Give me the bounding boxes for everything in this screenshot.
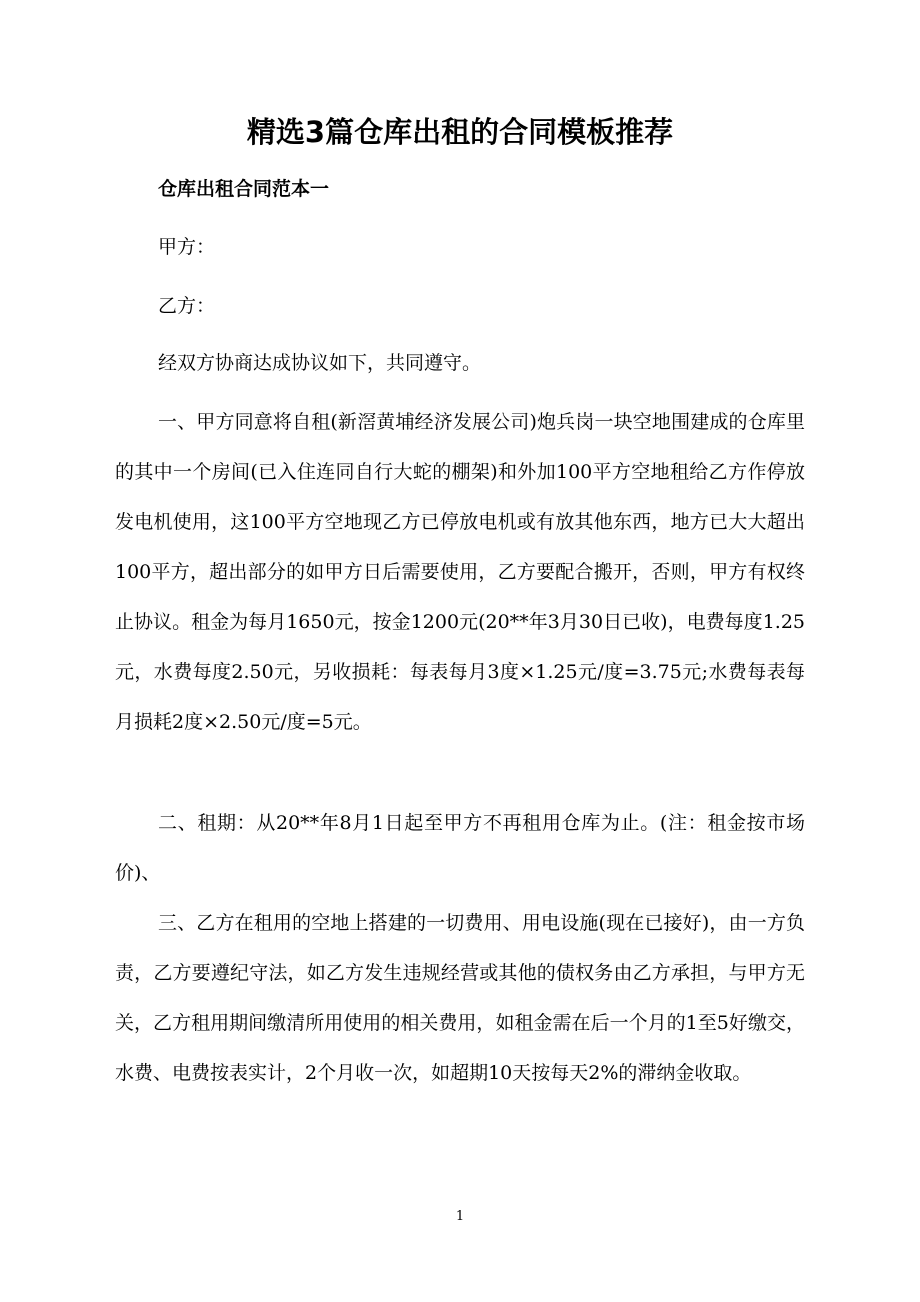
clause-3: 三、乙方在租用的空地上搭建的一切费用、用电设施(现在已接好)，由一方负责，乙方要遵纪守法，如乙方发生违规经营或其他的债权务由乙方承担，与甲方无关，乙方租用期间缴清所用使用的相关费用，如租金需在后一个月的1至5好缴交，水费、电费按表实计，2个月收一次，如超期10天按每天2%的滞纳金收取。: [115, 912, 805, 1084]
document-title: 精选3篇仓库出租的合同模板推荐: [246, 115, 674, 149]
clause-2: 二、租期：从20**年8月1日起至甲方不再租用仓库为止。(注：租金按市场价)、: [115, 812, 805, 884]
section-title: 仓库出租合同范本一: [158, 178, 330, 200]
intro-paragraph: 经双方协商达成协议如下，共同遵守。: [158, 352, 482, 374]
page-number: 1: [455, 1209, 465, 1224]
party-a-label: 甲方：: [158, 236, 216, 258]
clause-1: 一、甲方同意将自租(新滘黄埔经济发展公司)炮兵岗一块空地围建成的仓库里的其中一个房间(已入住连同自行大蛇的棚架)和外加100平方空地租给乙方作停放发电机使用，这100平方空地现乙方已停放电机或有放其他东西，地方已大大超出100平方，超出部分的如甲方日后需要使用，乙方要配合搬开，否则，甲方有权终止协议。租金为每月1650元，按金1200元(20**年3月30日已收)，电费每度1.25元，水费每度2.50元，另收损耗：每表每月3度×1.25元/度=3.75元;水费每表每月损耗2度×2.50元/度=5元。: [115, 411, 805, 733]
party-b-label: 乙方：: [158, 295, 216, 317]
